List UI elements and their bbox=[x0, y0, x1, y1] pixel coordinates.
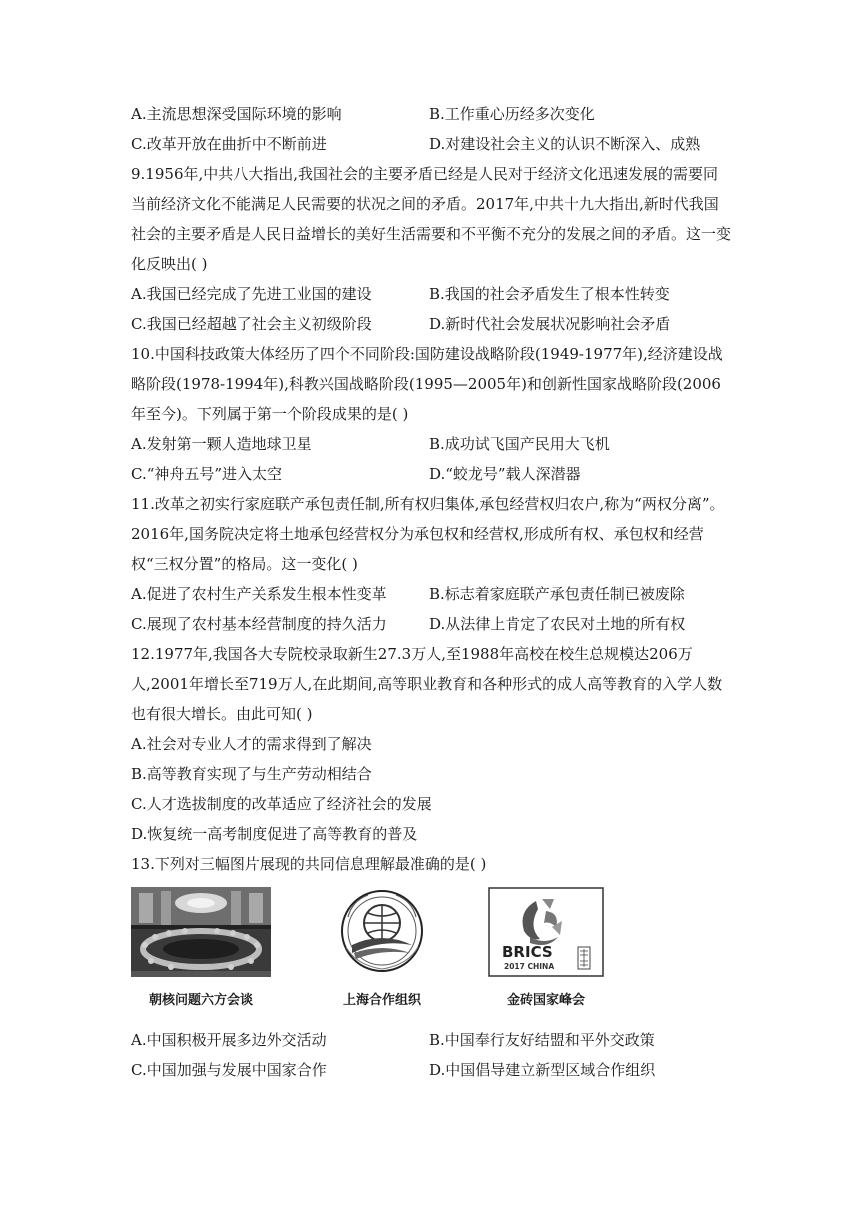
q11-option-c: C.展现了农村基本经营制度的持久活力 bbox=[131, 615, 387, 633]
q11-option-b: B.标志着家庭联产承包责任制已被废除 bbox=[429, 585, 685, 603]
q13-option-a: A.中国积极开展多边外交活动 bbox=[131, 1031, 327, 1049]
question-11-stem: 11.改革之初实行家庭联产承包责任制,所有权归集体,承包经营权归农户,称为“两权分离”。2016年,国务院决定将土地承包经营权分为承包权和经营权,形成所有权、承包权和经营权“三权分置”的格局。这一变化( ) bbox=[131, 495, 725, 573]
q13-option-c: C.中国加强与发展中国家合作 bbox=[131, 1061, 327, 1079]
option-d: D.对建设社会主义的认识不断深入、成熟 bbox=[429, 135, 701, 153]
q13-options-row-2 bbox=[131, 1059, 731, 1081]
q13-option-b: B.中国奉行友好结盟和平外交政策 bbox=[429, 1031, 655, 1049]
q9-option-b: B.我国的社会矛盾发生了根本性转变 bbox=[429, 285, 670, 303]
prev-options-row-2 bbox=[131, 133, 731, 155]
q11-options-row-2 bbox=[131, 613, 731, 635]
question-13-stem: 13.下列对三幅图片展现的共同信息理解最准确的是( ) bbox=[131, 855, 487, 873]
option-b: B.工作重心历经多次变化 bbox=[429, 105, 595, 123]
q13-figures bbox=[131, 887, 731, 1015]
brics-caption: 金砖国家峰会 bbox=[506, 993, 585, 1008]
brics-logo-subtext: 2017 CHINA bbox=[504, 962, 555, 971]
q9-option-a: A.我国已经完成了先进工业国的建设 bbox=[131, 285, 372, 303]
sco-caption: 上海合作组织 bbox=[342, 993, 421, 1008]
brics-logo bbox=[488, 887, 604, 977]
sco-logo bbox=[312, 887, 452, 977]
q9-options-row-2 bbox=[131, 313, 731, 335]
q9-option-d: D.新时代社会发展状况影响社会矛盾 bbox=[429, 315, 671, 333]
q12-option-b: B.高等教育实现了与生产劳动相结合 bbox=[131, 765, 372, 783]
q12-option-a: A.社会对专业人才的需求得到了解决 bbox=[131, 735, 372, 753]
q9-option-c: C.我国已经超越了社会主义初级阶段 bbox=[131, 315, 372, 333]
q10-option-c: C.“神舟五号”进入太空 bbox=[131, 465, 283, 483]
q11-option-a: A.促进了农村生产关系发生根本性变革 bbox=[131, 585, 387, 603]
question-9-stem: 9.1956年,中共八大指出,我国社会的主要矛盾已经是人民对于经济文化迅速发展的需要同当前经济文化不能满足人民需要的状况之间的矛盾。2017年,中共十九大指出,新时代我国社会的主要矛盾是人民日益增长的美好生活需要和不平衡不充分的发展之间的矛盾。这一变化反映出( ) bbox=[131, 165, 732, 273]
q12-option-c: C.人才选拔制度的改革适应了经济社会的发展 bbox=[131, 795, 432, 813]
q10-option-d: D.“蛟龙号”载人深潜器 bbox=[429, 465, 581, 483]
q11-option-d: D.从法律上肯定了农民对土地的所有权 bbox=[429, 615, 686, 633]
q10-option-a: A.发射第一颗人造地球卫星 bbox=[131, 435, 312, 453]
question-12-stem: 12.1977年,我国各大专院校录取新生27.3万人,至1988年高校在校生总规模达206万人,2001年增长至719万人,在此期间,高等职业教育和各种形式的成人高等教育的入学人数也有很大增长。由此可知( ) bbox=[131, 645, 723, 723]
q13-options-row-1 bbox=[131, 1029, 731, 1051]
q13-option-d: D.中国倡导建立新型区域合作组织 bbox=[429, 1061, 656, 1079]
six-party-talks-photo bbox=[131, 887, 271, 977]
q12-option-d: D.恢复统一高考制度促进了高等教育的普及 bbox=[131, 825, 418, 843]
brics-logo-text: BRICS bbox=[502, 943, 553, 961]
six-party-talks-caption: 朝核问题六方会谈 bbox=[148, 993, 253, 1008]
figure-sco bbox=[312, 887, 452, 1008]
figure-six-party-talks bbox=[131, 887, 271, 1008]
q10-option-b: B.成功试飞国产民用大飞机 bbox=[429, 435, 610, 453]
q11-options-row-1 bbox=[131, 583, 731, 605]
prev-options-row-1 bbox=[131, 103, 731, 125]
option-a: A.主流思想深受国际环境的影响 bbox=[131, 105, 342, 123]
q10-options-row-1 bbox=[131, 433, 731, 455]
figure-brics bbox=[488, 887, 604, 1008]
q10-options-row-2 bbox=[131, 463, 731, 485]
q9-options-row-1 bbox=[131, 283, 731, 305]
exam-content bbox=[131, 103, 731, 1089]
option-c: C.改革开放在曲折中不断前进 bbox=[131, 135, 327, 153]
question-10-stem: 10.中国科技政策大体经历了四个不同阶段:国防建设战略阶段(1949-1977年),经济建设战略阶段(1978-1994年),科教兴国战略阶段(1995—2005年)和创新性国家战略阶段(2006年至今)。下列属于第一个阶段成果的是( ) bbox=[131, 345, 723, 423]
